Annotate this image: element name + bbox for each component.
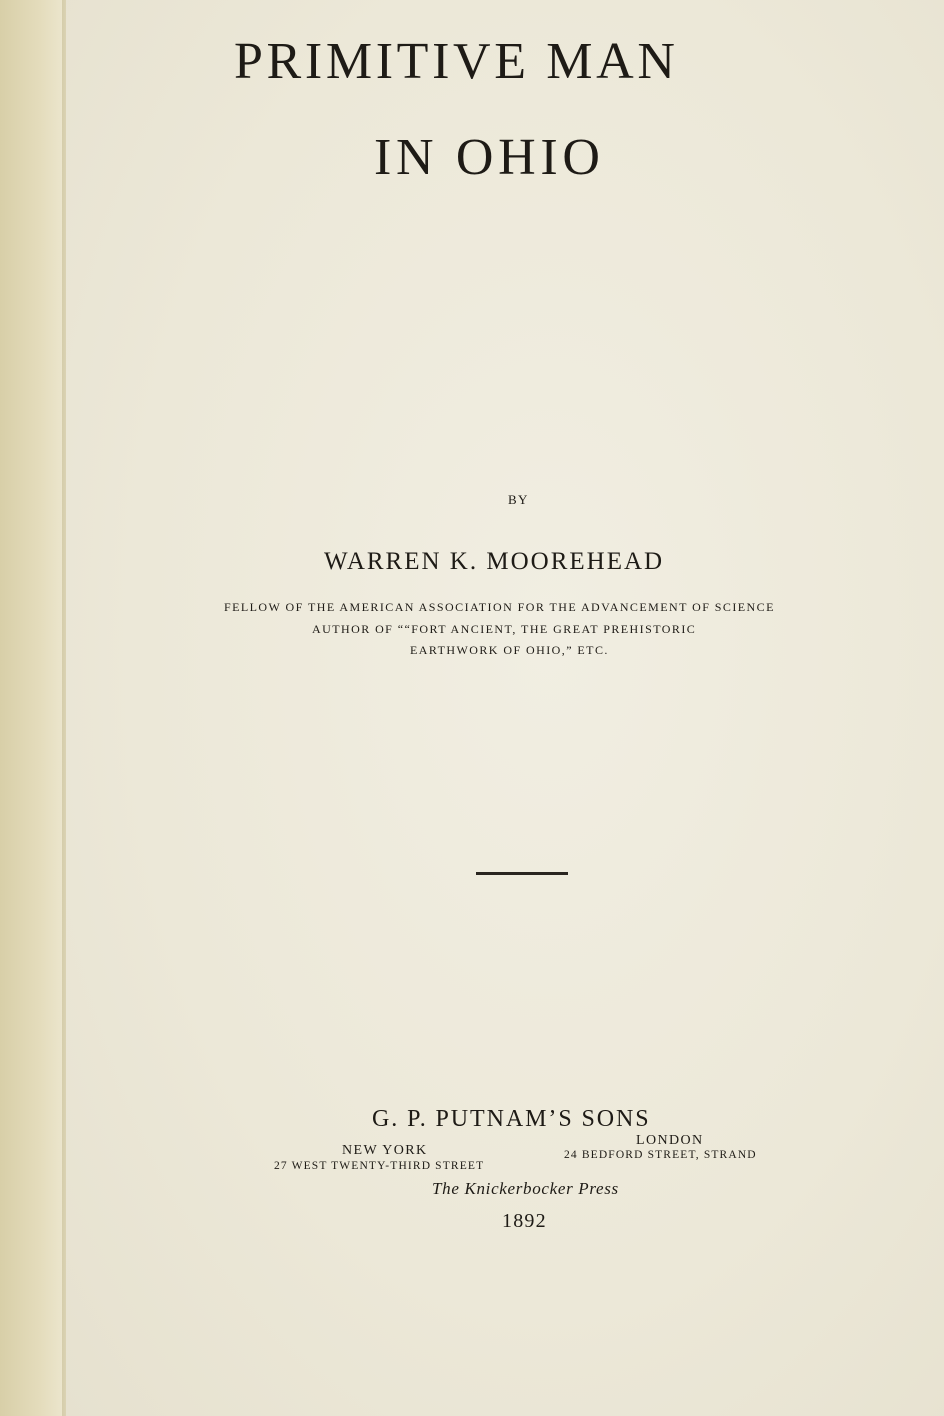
by-label: BY [508,492,529,507]
author-credential-line-2: AUTHOR OF ““FORT ANCIENT, THE GREAT PREHISTORIC [312,622,697,636]
book-title-line-2: IN OHIO [374,129,605,186]
publisher-city-new-york: NEW YORK [342,1143,428,1158]
press-imprint: The Knickerbocker Press [432,1179,619,1198]
author-name: WARREN K. MOOREHEAD [324,548,665,575]
publisher-address-london: 24 BEDFORD STREET, STRAND [564,1149,757,1161]
publisher-address-new-york: 27 WEST TWENTY-THIRD STREET [274,1160,485,1172]
divider-rule [476,872,568,875]
title-page [66,0,944,1416]
author-credential-line-1: FELLOW OF THE AMERICAN ASSOCIATION FOR THE ADVANCEMENT OF SCIENCE [224,600,775,614]
publication-year: 1892 [502,1210,547,1232]
author-credential-line-3: EARTHWORK OF OHIO,” ETC. [410,643,609,657]
publisher-name: G. P. PUTNAM’S SONS [372,1106,651,1132]
book-title-line-1: PRIMITIVE MAN [234,33,679,90]
publisher-city-london: LONDON [636,1133,704,1148]
